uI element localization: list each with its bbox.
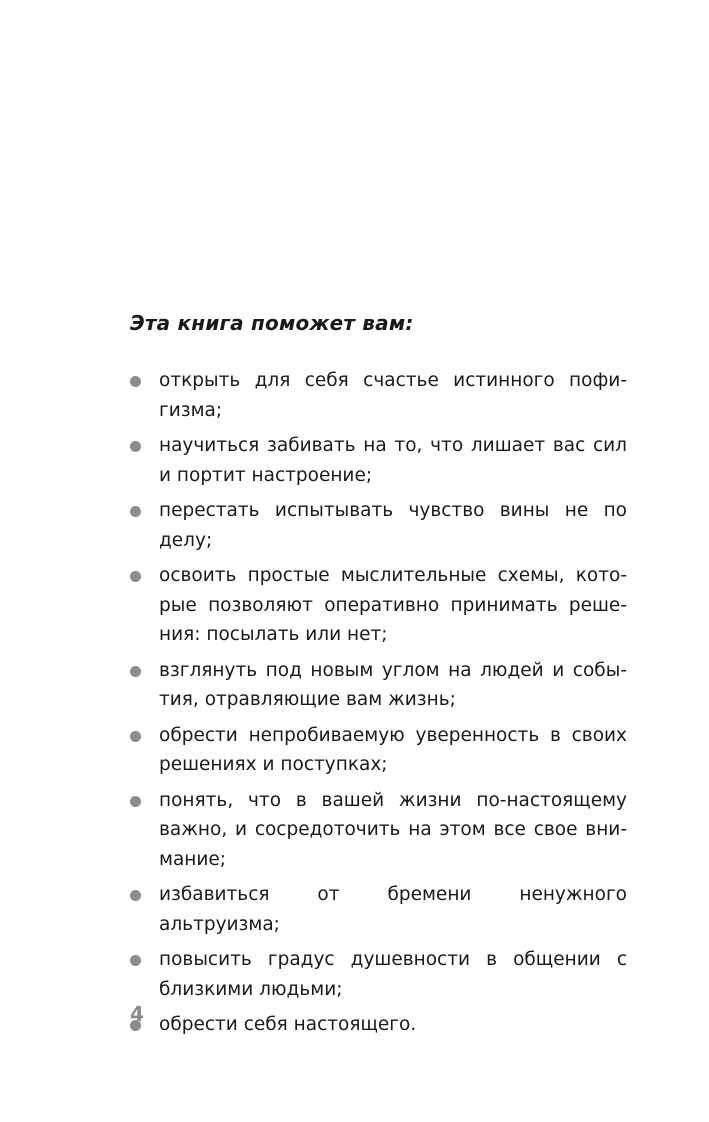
- bullet-icon: [130, 890, 141, 901]
- list-item: [130, 1010, 627, 1040]
- page-number: 4: [130, 1002, 144, 1026]
- list-item-text: избавиться от бремени ненужного альтруизма;: [159, 884, 627, 935]
- list-item-text: освоить простые мыслительные схемы, которые позволяют оперативно принимать решения: посылать или нет;: [159, 565, 627, 645]
- list-item: [130, 366, 627, 425]
- bullet-icon: [130, 955, 141, 966]
- list-item: [130, 880, 627, 939]
- list-item: [130, 561, 627, 650]
- bullet-icon: [130, 376, 141, 387]
- benefit-list: [130, 366, 627, 1046]
- bullet-icon: [130, 506, 141, 517]
- list-item-text: обрести себя настоящего.: [159, 1014, 417, 1035]
- list-item: [130, 496, 627, 555]
- list-item: [130, 656, 627, 715]
- list-item-text: повысить градус душевности в общении с близкими людьми;: [159, 949, 627, 1000]
- bullet-icon: [130, 571, 141, 582]
- list-item-text: обрести непробиваемую уверенность в своих решениях и поступках;: [159, 724, 627, 775]
- list-item: [130, 721, 627, 780]
- list-item-text: открыть для себя счастье истинного пофигизма;: [159, 370, 627, 421]
- bullet-icon: [130, 441, 141, 452]
- bullet-icon: [130, 731, 141, 742]
- bullet-icon: [130, 796, 141, 807]
- section-heading: Эта книга поможет вам:: [130, 311, 414, 335]
- list-item: [130, 431, 627, 490]
- list-item-text: научиться забивать на то, что лишает вас сил и портит настроение;: [159, 435, 627, 486]
- list-item-text: понять, что в вашей жизни по-настоящему важно, и сосредоточить на этом все свое внимание;: [159, 789, 627, 870]
- list-item: [130, 945, 627, 1004]
- list-item-text: перестать испытывать чувство вины не по делу;: [159, 500, 627, 551]
- bullet-icon: [130, 666, 141, 677]
- list-item: [130, 786, 627, 875]
- list-item-text: взглянуть под новым углом на людей и события, отравляющие вам жизнь;: [159, 659, 627, 710]
